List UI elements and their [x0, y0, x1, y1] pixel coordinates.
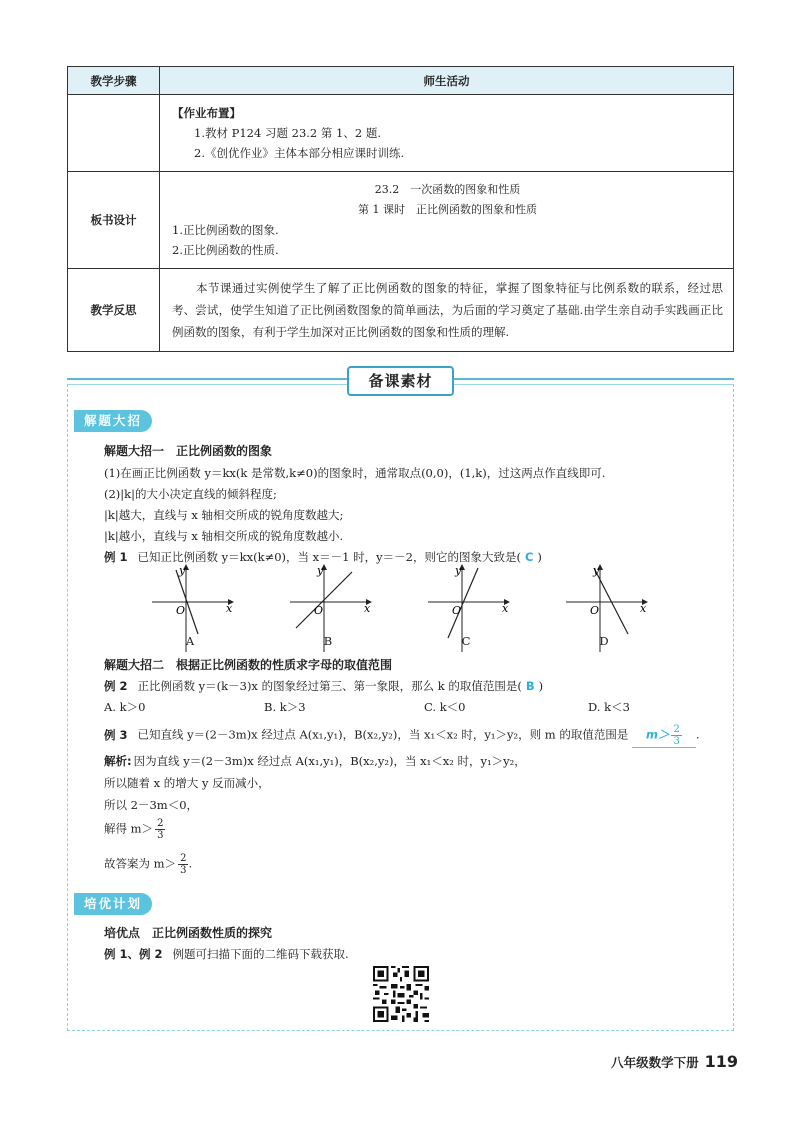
period: .: [188, 856, 193, 871]
fraction-numerator: 2: [157, 818, 164, 829]
fraction-denominator: 3: [673, 736, 680, 747]
example-1-text: 已知正比例函数 y＝kx(k≠0)，当 x＝－1 时，y＝－2，则它的图象大致是(: [137, 550, 521, 564]
page-footer: [611, 1052, 738, 1071]
trick2-heading: 解题大招二 根据正比例函数的性质求字母的取值范围: [104, 658, 393, 672]
materials-title: 备课素材: [347, 366, 454, 396]
board-title-1: 23.2 一次函数的图象和性质: [374, 183, 521, 196]
graph-a: [152, 562, 248, 654]
graph-b: [290, 562, 386, 654]
solution-fraction: [178, 853, 188, 876]
board-row: [68, 172, 734, 269]
solution-line-4-text: 解得 m＞: [104, 821, 154, 836]
trick1-line: (1)在画正比例函数 y＝kx(k 是常数,k≠0)的图象时，通常取点(0,0)，(1,k)，过这两点作直线即可.: [104, 466, 606, 480]
plan-label: 例 1、例 2: [104, 947, 163, 961]
example-3-answer-prefix: m＞: [645, 727, 670, 742]
option-a: A. k＞0: [104, 700, 146, 714]
solution-line-5: [104, 853, 192, 876]
graph-c: [428, 562, 524, 654]
trick1-line: |k|越大，直线与 x 轴相交所成的锐角度数越大;: [104, 508, 344, 522]
origin-label: O: [176, 604, 186, 617]
axis-x-label: x: [640, 602, 647, 615]
board-cell: [160, 172, 734, 269]
example-3-text: 已知直线 y＝(2－3m)x 经过点 A(x₁,y₁)，B(x₂,y₂)，当 x₁＜x₂ 时，y₁＞y₂，则 m 的取值范围是: [137, 727, 629, 742]
table-header-row: [68, 67, 734, 95]
fraction-numerator: 2: [673, 724, 680, 735]
graph-label-c: C: [461, 634, 471, 648]
plan-heading: 培优点 正比例函数性质的探究: [104, 926, 273, 940]
homework-cell: [160, 95, 734, 172]
example-3-fraction: [671, 724, 681, 747]
solution-line-5-text: 故答案为 m＞: [104, 856, 177, 871]
axis-y-label: y: [179, 564, 186, 577]
solution-text: 因为直线 y＝(2－3m)x 经过点 A(x₁,y₁)，B(x₂,y₂)，当 x₁＜x₂ 时，y₁＞y₂，: [133, 754, 526, 768]
graph-label-d: D: [599, 634, 609, 648]
axis-x-label: x: [364, 602, 371, 615]
homework-title: 【作业布置】: [172, 106, 241, 120]
reflection-cell: [160, 269, 734, 352]
example-2: [104, 678, 543, 694]
example-2-text: 正比例函数 y＝(k－3)x 的图象经过第三、第一象限，那么 k 的取值范围是(: [137, 679, 522, 693]
solution-line-4: [104, 818, 165, 841]
option-c: C. k＜0: [424, 700, 466, 714]
origin-label: O: [452, 604, 462, 617]
origin-label: O: [314, 604, 324, 617]
header-steps: 教学步骤: [68, 67, 160, 95]
plan-text: 例题可扫描下面的二维码下载获取.: [172, 947, 349, 961]
homework-item: 1.教材 P124 习题 23.2 第 1、2 题.: [194, 126, 381, 140]
fraction-denominator: 3: [157, 830, 164, 841]
example-1-answer: C: [524, 550, 534, 564]
fraction-denominator: 3: [180, 865, 187, 876]
example-2-answer: B: [525, 679, 535, 693]
graph-label-a: A: [185, 634, 195, 648]
axis-y-label: y: [455, 564, 462, 577]
graph-label-b: B: [323, 634, 333, 648]
example-3: [104, 724, 700, 748]
period: .: [695, 727, 700, 742]
fraction-numerator: 2: [180, 853, 187, 864]
homework-row: [68, 95, 734, 172]
example-3-label: 例 3: [104, 727, 128, 742]
page-number: 119: [704, 1052, 738, 1071]
homework-item: 2.《创优作业》主体本部分相应课时训练.: [194, 146, 405, 160]
tag-tricks: 解题大招: [74, 410, 152, 432]
close-paren: ): [538, 679, 544, 693]
solution-line-1: [104, 753, 526, 769]
board-title-2: 第 1 课时 正比例函数的图象和性质: [358, 203, 537, 216]
solution-line-3: 所以 2－3m＜0，: [104, 798, 199, 812]
solution-label: 解析:: [104, 754, 132, 768]
example-1-label: 例 1: [104, 550, 128, 564]
axis-x-label: x: [226, 602, 233, 615]
trick1-line: (2)|k|的大小决定直线的倾斜程度;: [104, 487, 277, 501]
lesson-table: [67, 66, 734, 352]
close-paren: ): [537, 550, 542, 564]
board-label: 板书设计: [68, 172, 160, 269]
example-3-answer: [632, 724, 696, 748]
tag-plan: 培优计划: [74, 893, 152, 915]
axis-x-label: x: [502, 602, 509, 615]
trick1-line: |k|越小，直线与 x 轴相交所成的锐角度数越小.: [104, 529, 344, 543]
example-2-label: 例 2: [104, 679, 128, 693]
option-b: B. k＞3: [264, 700, 306, 714]
board-item: 1.正比例函数的图象.: [172, 223, 279, 237]
axis-y-label: y: [593, 564, 600, 577]
option-d: D. k＜3: [588, 700, 630, 714]
solution-fraction: [155, 818, 165, 841]
reflection-label: 教学反思: [68, 269, 160, 352]
solution-line-2: 所以随着 x 的增大 y 反而减小，: [104, 776, 270, 790]
qr-code-icon[interactable]: [373, 966, 429, 1022]
origin-label: O: [590, 604, 600, 617]
plan-line: [104, 946, 349, 962]
homework-step-cell: [68, 95, 160, 172]
reflection-row: [68, 269, 734, 352]
trick1-heading: 解题大招一 正比例函数的图象: [104, 444, 273, 458]
header-activities: 师生活动: [160, 67, 734, 95]
axis-y-label: y: [317, 564, 324, 577]
graph-d: [566, 562, 662, 654]
book-title: 八年级数学下册: [611, 1055, 699, 1070]
board-item: 2.正比例函数的性质.: [172, 243, 279, 257]
reflection-text: 本节课通过实例使学生了解了正比例函数的图象的特征，掌握了图象特征与比例系数的联系，经过思考、尝试，使学生知道了正比例函数图象的简单画法，为后面的学习奠定了基础.由学生亲自动手实践画正比例函数的图象，有利于学生加深对正比例函数的图象和性质的理解.: [172, 281, 723, 339]
